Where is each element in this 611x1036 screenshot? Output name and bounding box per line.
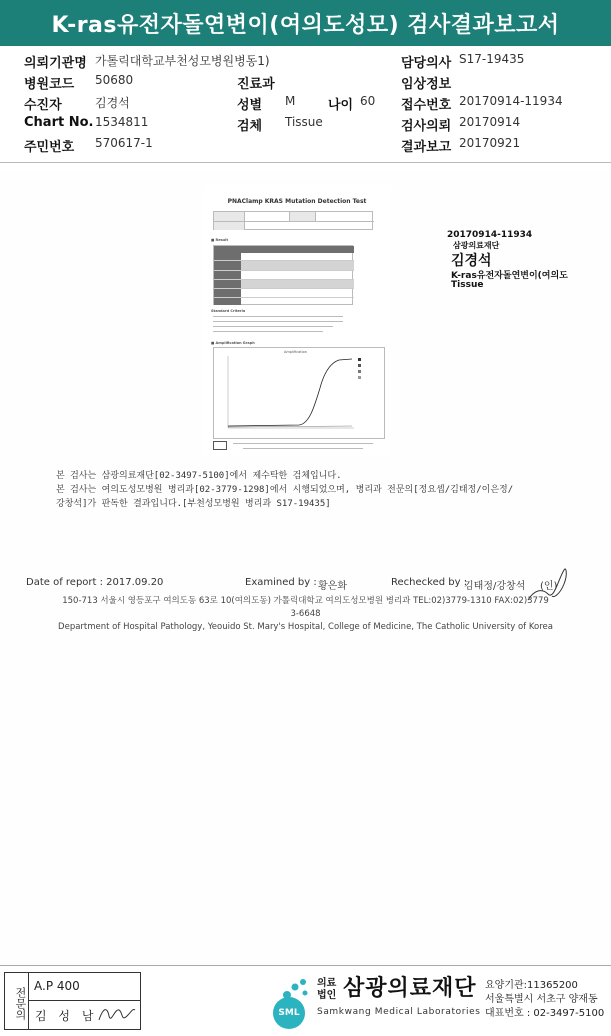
logo-corp: 의료 법인: [317, 978, 337, 1001]
contact-line-3: 대표번호 : 02-3497-5100: [485, 1008, 605, 1019]
rechecked-value: 김태정/강창석: [464, 581, 526, 592]
body-text-line-2: 본 검사는 여의도성모병원 병리과[02-3779-1298]에서 시행되었으며, 병리과 전문의[정요셉/김태정/이은정/: [56, 485, 514, 495]
specialist-vertical-label: 전문의: [5, 973, 29, 1029]
receipt-stamp: [447, 230, 577, 300]
signature-row: [0, 577, 611, 597]
institution-value: 가톨릭대학교부천성모병원병동1): [95, 54, 270, 68]
clinical-label: 임상정보: [401, 77, 452, 92]
result-table: [213, 245, 353, 305]
info-row-3: [0, 94, 611, 114]
patient-label: 수진자: [24, 98, 62, 113]
receipt-value: 20170914-11934: [459, 94, 563, 108]
specialist-signature: [97, 1002, 137, 1028]
patient-info-section: [0, 46, 611, 164]
hospital-code-value: 50680: [95, 73, 134, 87]
result-label: 결과보고: [401, 140, 452, 155]
graph-heading: ■ Amplification Graph: [211, 341, 255, 345]
chart-value: 1534811: [95, 115, 149, 129]
amplification-curve: [214, 348, 384, 438]
footer: [0, 965, 611, 1036]
resident-label: 주민번호: [24, 140, 75, 155]
body-text-line-1: 본 검사는 삼광의료재단[02-3497-5100]에서 제수탁한 검체입니다.: [56, 471, 342, 481]
request-label: 검사의뢰: [401, 119, 452, 134]
age-label: 나이: [328, 98, 354, 113]
logo-name: 삼광의료재단: [343, 976, 477, 1001]
stamp-org: 삼광의료재단: [453, 241, 500, 250]
receipt-label: 접수번호: [401, 98, 452, 113]
doctor-value: S17-19435: [459, 52, 525, 66]
logo-circle: SML: [273, 997, 305, 1029]
pnaclamp-title: PNAClamp KRAS Mutation Detection Test: [227, 198, 367, 205]
info-row-2: [0, 73, 611, 93]
hospital-logo-icon: [213, 441, 227, 450]
specialist-box: [4, 972, 141, 1030]
address-line-2: 3-6648: [290, 609, 321, 619]
samkwang-logo: [273, 969, 611, 1035]
doctor-label: 담당의사: [401, 56, 452, 71]
chart-label: Chart No.: [24, 115, 94, 130]
logo-english: Samkwang Medical Laboratories: [317, 1007, 481, 1017]
institution-label: 의뢰기관명: [24, 56, 87, 71]
address-line-3: Department of Hospital Pathology, Yeouido St. Mary's Hospital, College of Medicine, The Catholic University of Korea: [58, 622, 553, 632]
result-heading: ■ Result: [211, 238, 229, 242]
criteria-heading: Standard Criteria: [211, 309, 246, 313]
contact-line-2: 서울특별시 서초구 양재동: [485, 994, 598, 1005]
specimen-value: Tissue: [285, 115, 323, 129]
stamp-receipt: 20170914-11934: [447, 230, 533, 240]
stamp-test: K-ras유전자돌연변이(여의도: [451, 271, 568, 281]
sex-label: 성별: [237, 98, 263, 113]
contact-line-1: 요양기관:11365200: [485, 980, 578, 991]
graph-title: Amplification: [284, 350, 307, 354]
examined-value: 황은화: [318, 581, 347, 592]
report-title: K-ras유전자돌연변이(여의도성모) 검사결과보고서: [0, 0, 611, 46]
info-row-1: [0, 52, 611, 72]
stamp-name: 김경석: [451, 253, 492, 269]
date-of-report: Date of report : 2017.09.20: [26, 577, 164, 588]
specimen-label: 검체: [237, 119, 263, 134]
body-text-line-3: 강창석]가 판독한 결과입니다.[부천성모병원 병리과 S17-19435]: [56, 499, 331, 509]
examined-label: Examined by :: [245, 577, 317, 588]
specialist-ap: A.P 400: [29, 973, 140, 1001]
specialist-name: 김 성 남: [35, 1009, 98, 1023]
sample-info-box: [213, 211, 373, 230]
hospital-code-label: 병원코드: [24, 77, 75, 92]
scanned-report: [0, 170, 611, 965]
info-row-4: [0, 115, 611, 135]
rechecked-seal: (인): [540, 581, 558, 592]
patient-value: 김경석: [95, 96, 130, 110]
stamp-specimen: Tissue: [451, 280, 484, 290]
result-value: 20170921: [459, 136, 521, 150]
resident-value: 570617-1: [95, 136, 153, 150]
address-line-1: 150-713 서울시 영등포구 여의도동 63로 10(여의도동) 가톨릭대학교 여의도성모병원 병리과 TEL:02)3779-1310 FAX:02)3779: [62, 596, 549, 606]
info-divider: [0, 162, 611, 163]
pnaclamp-report-image: [203, 185, 391, 457]
pathology-address: [0, 595, 611, 634]
dept-label: 진료과: [237, 77, 275, 92]
age-value: 60: [360, 94, 376, 108]
logo-contact: [485, 979, 604, 1021]
request-value: 20170914: [459, 115, 521, 129]
sex-value: M: [285, 94, 296, 108]
rechecked-label: Rechecked by :: [391, 577, 468, 588]
info-row-5: [0, 136, 611, 156]
amplification-graph: [213, 347, 385, 439]
